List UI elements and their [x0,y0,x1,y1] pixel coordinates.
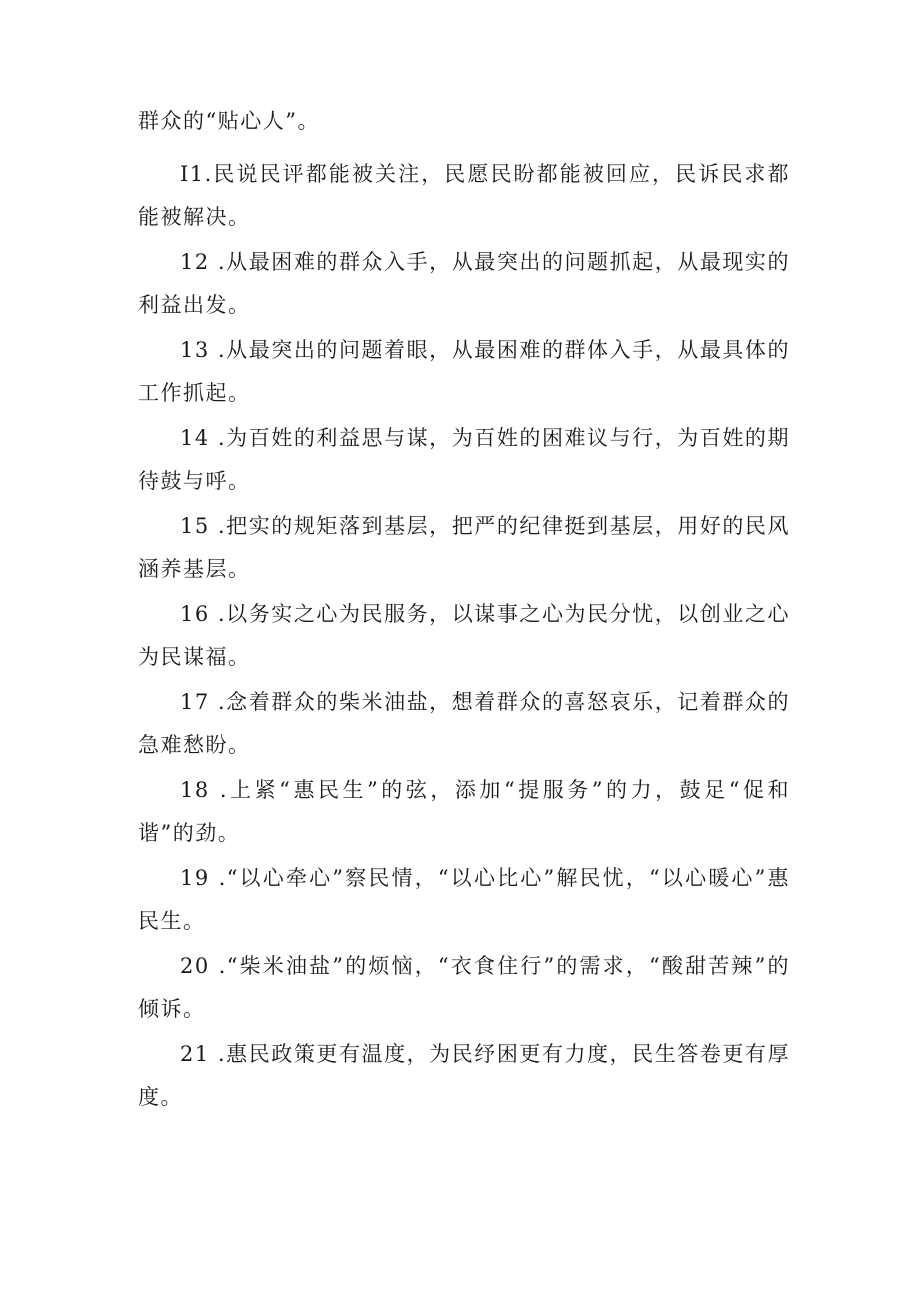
list-item-14: 14 .为百姓的利益思与谋，为百姓的困难议与行，为百姓的期待鼓与呼。 [138,426,790,493]
list-item-20: 20 .“柴米油盐”的烦恼，“衣食住行”的需求，“酸甜苦辣”的倾诉。 [138,954,790,1021]
list-item-18: 18 .上紧“惠民生”的弦，添加“提服务”的力，鼓足“促和谐”的劲。 [138,778,790,845]
list-item-17: 17 .念着群众的柴米油盐，想着群众的喜怒哀乐，记着群众的急难愁盼。 [138,690,790,757]
continuation-paragraph: 群众的“贴心人”。 [138,109,320,133]
list-item-19: 19 .“以心牵心”察民情，“以心比心”解民忧，“以心暖心”惠民生。 [138,866,790,933]
list-item-11: I1.民说民评都能被关注，民愿民盼都能被回应，民诉民求都能被解决。 [138,162,790,229]
list-item-13: 13 .从最突出的问题着眼，从最困难的群体入手，从最具体的工作抓起。 [138,338,790,405]
list-item-16: 16 .以务实之心为民服务，以谋事之心为民分忧，以创业之心为民谋福。 [138,602,790,669]
list-item-15: 15 .把实的规矩落到基层，把严的纪律挺到基层，用好的民风涵养基层。 [138,514,790,581]
list-item-12: 12 .从最困难的群众入手，从最突出的问题抓起，从最现实的利益出发。 [138,250,790,317]
list-item-21: 21 .惠民政策更有温度，为民纾困更有力度，民生答卷更有厚度。 [138,1042,790,1109]
document-body [138,100,790,1121]
